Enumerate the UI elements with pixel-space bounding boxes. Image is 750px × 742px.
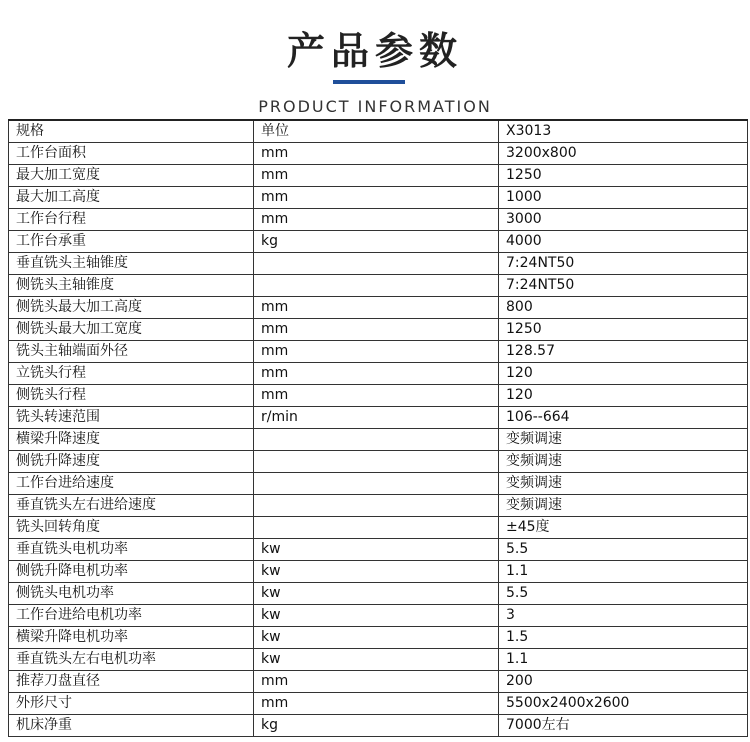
unit-cell: mm <box>254 209 499 231</box>
unit-cell: kw <box>254 561 499 583</box>
param-name-cell: 工作台面积 <box>9 143 254 165</box>
table-row <box>9 605 748 627</box>
param-name-cell: 规格 <box>9 120 254 143</box>
param-name-cell: 最大加工宽度 <box>9 165 254 187</box>
value-cell: 5.5 <box>499 583 748 605</box>
table-row <box>9 539 748 561</box>
param-name-cell: 侧铣头主轴锥度 <box>9 275 254 297</box>
value-cell: 变频调速 <box>499 429 748 451</box>
value-cell: 7:24NT50 <box>499 275 748 297</box>
unit-cell: mm <box>254 693 499 715</box>
value-cell: 变频调速 <box>499 451 748 473</box>
value-cell: ±45度 <box>499 517 748 539</box>
param-name-cell: 横梁升降速度 <box>9 429 254 451</box>
table-row <box>9 363 748 385</box>
unit-cell: mm <box>254 319 499 341</box>
value-cell: 3000 <box>499 209 748 231</box>
unit-cell: mm <box>254 143 499 165</box>
param-name-cell: 垂直铣头主轴锥度 <box>9 253 254 275</box>
param-name-cell: 最大加工高度 <box>9 187 254 209</box>
unit-cell: kg <box>254 231 499 253</box>
table-row <box>9 583 748 605</box>
table-row <box>9 319 748 341</box>
unit-cell <box>254 275 499 297</box>
page-subtitle: PRODUCT INFORMATION <box>258 97 492 116</box>
value-cell: 变频调速 <box>499 495 748 517</box>
unit-cell: mm <box>254 165 499 187</box>
param-name-cell: 铣头回转角度 <box>9 517 254 539</box>
param-name-cell: 侧铣头电机功率 <box>9 583 254 605</box>
param-name-cell: 横梁升降电机功率 <box>9 627 254 649</box>
value-cell: 106--664 <box>499 407 748 429</box>
param-name-cell: 工作台进给电机功率 <box>9 605 254 627</box>
value-cell: 7:24NT50 <box>499 253 748 275</box>
table-row <box>9 517 748 539</box>
param-name-cell: 侧铣头最大加工高度 <box>9 297 254 319</box>
table-row <box>9 561 748 583</box>
unit-cell: mm <box>254 341 499 363</box>
param-name-cell: 垂直铣头电机功率 <box>9 539 254 561</box>
table-row <box>9 429 748 451</box>
value-cell: 1000 <box>499 187 748 209</box>
unit-cell <box>254 451 499 473</box>
table-row <box>9 209 748 231</box>
value-cell: 3200x800 <box>499 143 748 165</box>
param-name-cell: 垂直铣头左右电机功率 <box>9 649 254 671</box>
unit-cell <box>254 473 499 495</box>
param-name-cell: 侧铣头最大加工宽度 <box>9 319 254 341</box>
value-cell: 120 <box>499 363 748 385</box>
unit-cell: r/min <box>254 407 499 429</box>
title-underline <box>333 80 405 84</box>
value-cell: 3 <box>499 605 748 627</box>
table-row <box>9 231 748 253</box>
page-title: 产品参数 <box>286 29 463 73</box>
unit-cell: 单位 <box>254 120 499 143</box>
table-row <box>9 495 748 517</box>
param-name-cell: 侧铣升降速度 <box>9 451 254 473</box>
value-cell: 200 <box>499 671 748 693</box>
table-row <box>9 385 748 407</box>
value-cell: 800 <box>499 297 748 319</box>
page-header <box>0 0 750 118</box>
unit-cell <box>254 517 499 539</box>
table-row <box>9 341 748 363</box>
value-cell: 128.57 <box>499 341 748 363</box>
unit-cell: mm <box>254 297 499 319</box>
value-cell: 120 <box>499 385 748 407</box>
table-row <box>9 165 748 187</box>
value-cell: 5.5 <box>499 539 748 561</box>
param-name-cell: 侧铣升降电机功率 <box>9 561 254 583</box>
value-cell: 1250 <box>499 319 748 341</box>
unit-cell <box>254 429 499 451</box>
table-row <box>9 187 748 209</box>
param-name-cell: 工作台承重 <box>9 231 254 253</box>
table-header-row <box>9 120 748 143</box>
param-name-cell: 铣头转速范围 <box>9 407 254 429</box>
unit-cell: mm <box>254 187 499 209</box>
unit-cell: mm <box>254 385 499 407</box>
table-row <box>9 143 748 165</box>
value-cell: 1.5 <box>499 627 748 649</box>
unit-cell: kw <box>254 605 499 627</box>
unit-cell: kw <box>254 539 499 561</box>
table-row <box>9 297 748 319</box>
value-cell: X3013 <box>499 120 748 143</box>
table-row <box>9 649 748 671</box>
param-name-cell: 外形尺寸 <box>9 693 254 715</box>
unit-cell: kg <box>254 715 499 737</box>
unit-cell: kw <box>254 583 499 605</box>
param-name-cell: 推荐刀盘直径 <box>9 671 254 693</box>
value-cell: 4000 <box>499 231 748 253</box>
table-row <box>9 715 748 737</box>
table-row <box>9 693 748 715</box>
unit-cell: kw <box>254 649 499 671</box>
value-cell: 1.1 <box>499 561 748 583</box>
table-row <box>9 275 748 297</box>
table-row <box>9 627 748 649</box>
table-row <box>9 407 748 429</box>
value-cell: 1.1 <box>499 649 748 671</box>
unit-cell: mm <box>254 671 499 693</box>
table-row <box>9 671 748 693</box>
unit-cell <box>254 495 499 517</box>
value-cell: 5500x2400x2600 <box>499 693 748 715</box>
param-name-cell: 工作台行程 <box>9 209 254 231</box>
value-cell: 7000左右 <box>499 715 748 737</box>
table-row <box>9 451 748 473</box>
param-name-cell: 立铣头行程 <box>9 363 254 385</box>
spec-table <box>8 119 748 737</box>
value-cell: 1250 <box>499 165 748 187</box>
table-row <box>9 253 748 275</box>
unit-cell: mm <box>254 363 499 385</box>
table-row <box>9 473 748 495</box>
value-cell: 变频调速 <box>499 473 748 495</box>
param-name-cell: 垂直铣头左右进给速度 <box>9 495 254 517</box>
param-name-cell: 机床净重 <box>9 715 254 737</box>
param-name-cell: 铣头主轴端面外径 <box>9 341 254 363</box>
param-name-cell: 工作台进给速度 <box>9 473 254 495</box>
unit-cell: kw <box>254 627 499 649</box>
unit-cell <box>254 253 499 275</box>
param-name-cell: 侧铣头行程 <box>9 385 254 407</box>
spec-table-body <box>9 120 748 737</box>
